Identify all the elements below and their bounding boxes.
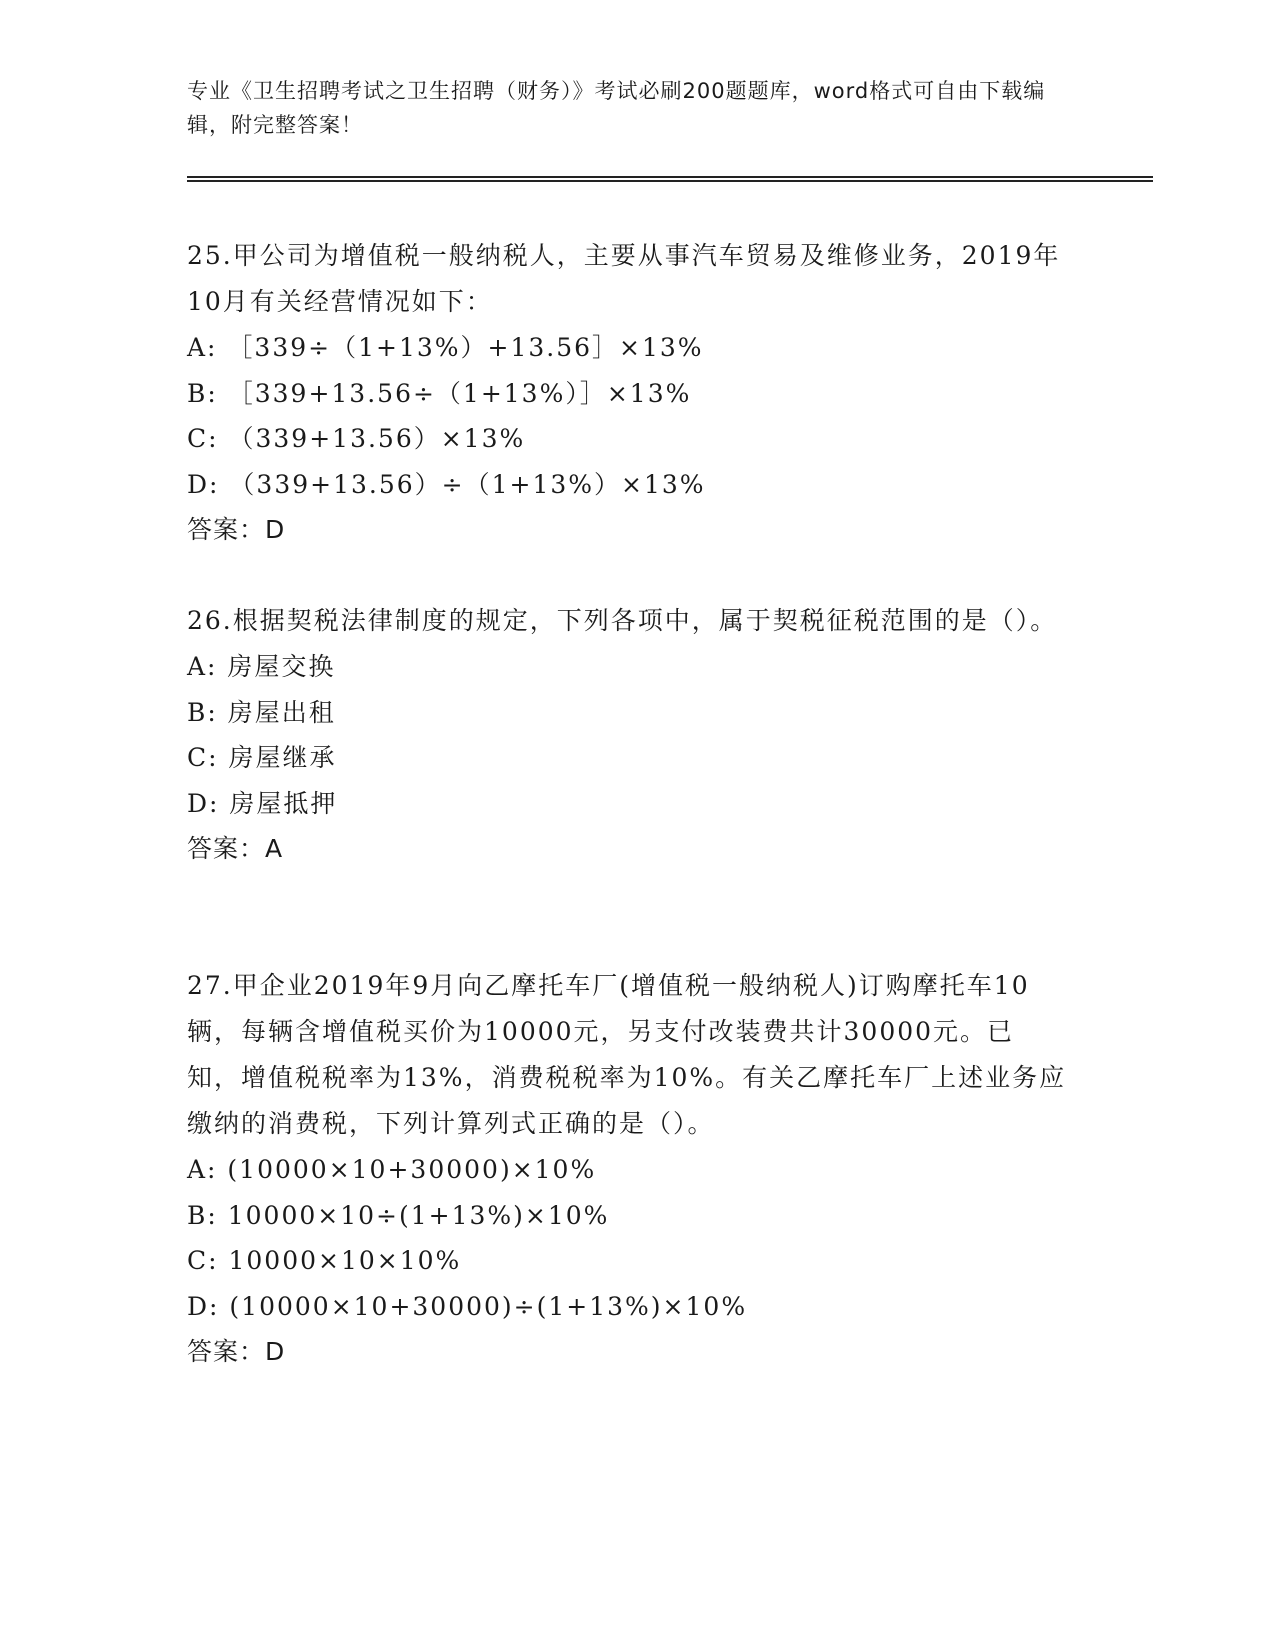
option-d: D: (10000×10+30000)÷(1+13%)×10% bbox=[187, 1291, 748, 1321]
document-header: 专业《卫生招聘考试之卫生招聘（财务）》考试必刷200题题库，word格式可自由下载编辑，附完整答案！ bbox=[187, 79, 1046, 137]
answer: 答案：D bbox=[187, 515, 286, 544]
option-b: B: ［339+13.56÷（1+13%）］×13% bbox=[187, 378, 692, 408]
question-text: 25.甲公司为增值税一般纳税人，主要从事汽车贸易及维修业务，2019年10月有关经营情况如下： bbox=[187, 241, 1061, 316]
option-c: C: 房屋继承 bbox=[187, 743, 337, 772]
question-text: 27.甲企业2019年9月向乙摩托车厂(增值税一般纳税人)订购摩托车10辆，每辆含增值税买价为10000元，另支付改装费共计30000元。已知，增值税税率为13%，消费税税率为10%。有关乙摩托车厂上述业务应缴纳的消费税，下列计算列式正确的是（）。 bbox=[187, 971, 1067, 1138]
option-a: A: ［339÷（1+13%）+13.56］×13% bbox=[187, 333, 704, 362]
option-c: C: 10000×10×10% bbox=[187, 1246, 462, 1275]
option-a: A: (10000×10+30000)×10% bbox=[187, 1155, 597, 1184]
question-text: 26.根据契税法律制度的规定，下列各项中，属于契税征税范围的是（）。 bbox=[187, 606, 1058, 635]
option-b: B: 10000×10÷(1+13%)×10% bbox=[187, 1200, 610, 1230]
option-d: D: 房屋抵押 bbox=[187, 788, 338, 818]
question-26 bbox=[187, 598, 1067, 872]
question-25 bbox=[187, 233, 1067, 553]
option-d: D: （339+13.56）÷（1+13%）×13% bbox=[187, 469, 706, 499]
option-a: A: 房屋交换 bbox=[187, 652, 336, 681]
option-c: C: （339+13.56）×13% bbox=[187, 424, 526, 453]
option-b: B: 房屋出租 bbox=[187, 697, 336, 727]
answer: 答案：A bbox=[187, 834, 284, 863]
answer: 答案：D bbox=[187, 1337, 286, 1366]
question-27 bbox=[187, 963, 1067, 1375]
header-divider bbox=[187, 176, 1153, 182]
